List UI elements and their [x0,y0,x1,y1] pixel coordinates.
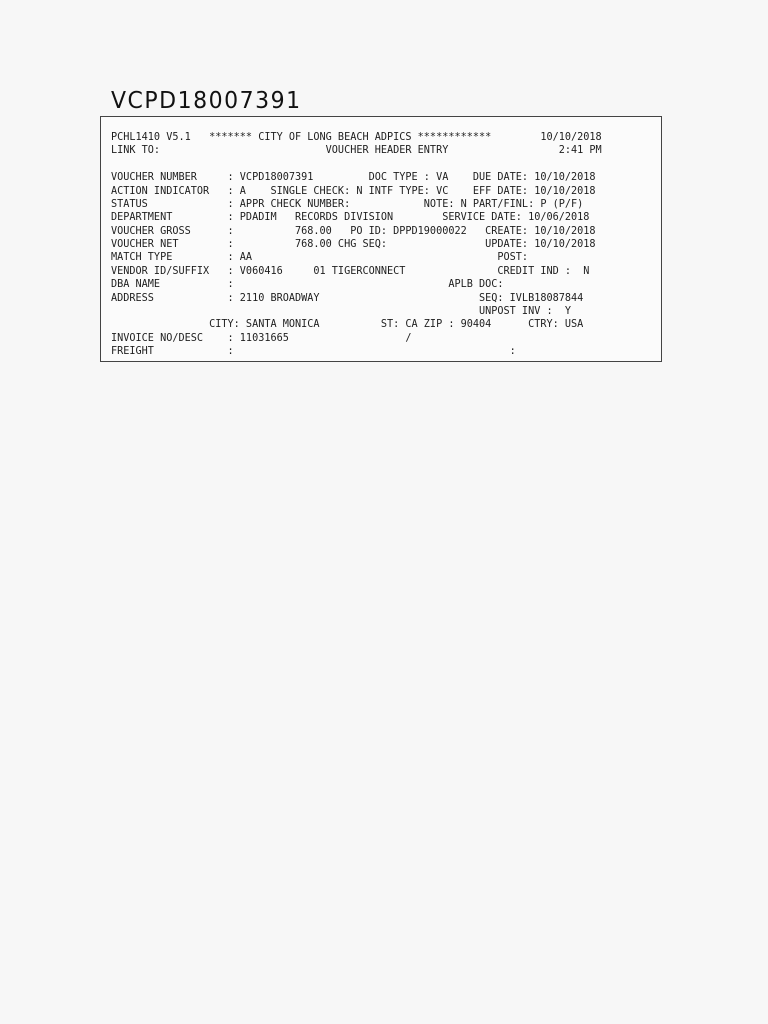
status-line: STATUS : APPR CHECK NUMBER: NOTE: N PART/FINL: P (P/F) [111,198,584,210]
dba-name-line: DBA NAME : APLB DOC: [111,279,504,291]
voucher-net-line: VOUCHER NET : 768.00 CHG SEQ: UPDATE: 10/10/2018 [111,239,596,250]
department-line: DEPARTMENT : PDADIM RECORDS DIVISION SERVICE DATE: 10/06/2018 [111,212,590,224]
match-type-line: MATCH TYPE : AA POST: [111,252,529,264]
voucher-number-line: VOUCHER NUMBER : VCPD18007391 DOC TYPE : VA DUE DATE: 10/10/2018 [111,172,596,184]
address-line: ADDRESS : 2110 BROADWAY SEQ: IVLB18087844 [111,292,584,304]
unpost-inv-line: UNPOST INV : Y [111,305,572,317]
city-line: CITY: SANTA MONICA ST: CA ZIP : 90404 CTRY: USA [111,319,584,331]
screen-link-line: LINK TO: VOUCHER HEADER ENTRY 2:41 PM [111,145,602,157]
vendor-line: VENDOR ID/SUFFIX : V060416 01 TIGERCONNECT CREDIT IND : N [111,265,590,277]
screen-header-line: PCHL1410 V5.1 ******* CITY OF LONG BEACH ADPICS ************ 10/10/2018 [111,132,602,143]
freight-line: FREIGHT : : [111,346,516,357]
voucher-header-entry-screen [100,116,662,362]
handwritten-voucher-id: VCPD18007391 [111,88,302,115]
action-indicator-line: ACTION INDICATOR : A SINGLE CHECK: N INTF TYPE: VC EFF DATE: 10/10/2018 [111,185,596,197]
invoice-line: INVOICE NO/DESC : 11031665 / [111,332,412,344]
screen-blank-line [111,158,602,171]
screen-text-block [111,131,602,358]
voucher-gross-line: VOUCHER GROSS : 768.00 PO ID: DPPD19000022 CREATE: 10/10/2018 [111,225,596,237]
